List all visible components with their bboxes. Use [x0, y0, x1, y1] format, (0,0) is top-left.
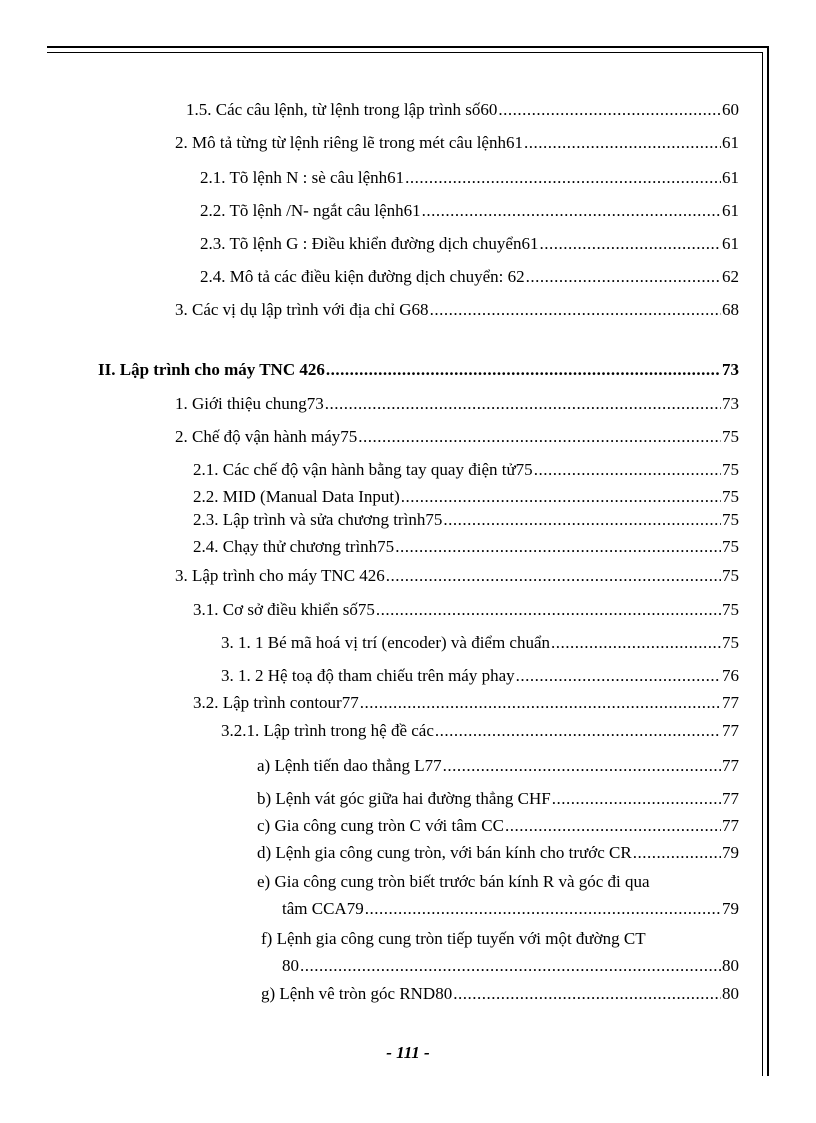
toc-entry-text: tâm CCA79 — [282, 899, 364, 918]
toc-entry-text: 3. 1. 1 Bé mã hoá vị trí (encoder) và điểm chuẩn — [221, 633, 551, 652]
toc-entry-text: 2. Mô tả từng từ lệnh riêng lẽ trong mét câu lệnh61 — [175, 133, 523, 152]
toc-entry-page: 73 — [722, 394, 739, 413]
toc-entry-page: 77 — [722, 756, 739, 775]
dot-leader — [453, 983, 721, 1005]
toc-entry[interactable] — [193, 599, 739, 621]
toc-entry[interactable] — [282, 955, 739, 977]
toc-entry-first-line: f) Lệnh gia công cung tròn tiếp tuyến với một đường CT — [261, 929, 646, 948]
toc-entry-text: 2.1. Các chế độ vận hành bằng tay quay điện tử75 — [193, 460, 533, 479]
toc-entry-text: 3. Các vị dụ lập trình với địa chỉ G68 — [175, 300, 429, 319]
dot-leader — [395, 536, 721, 558]
dot-leader — [365, 898, 721, 920]
toc-entry[interactable] — [257, 815, 739, 837]
toc-entry[interactable] — [221, 632, 739, 654]
toc-entry-page: 61 — [722, 201, 739, 220]
dot-leader — [498, 99, 721, 121]
toc-entry[interactable] — [200, 167, 739, 189]
toc-entry-page: 77 — [722, 693, 739, 712]
dot-leader — [401, 486, 721, 508]
dot-leader — [326, 359, 721, 381]
toc-entry-text: 3. Lập trình cho máy TNC 426 — [175, 566, 385, 585]
toc-entry[interactable] — [175, 426, 739, 448]
dot-leader — [430, 299, 721, 321]
toc-entry-page: 62 — [722, 267, 739, 286]
toc-entry-page: 76 — [722, 666, 739, 685]
toc-entry[interactable] — [175, 565, 739, 587]
toc-entry-page: 75 — [722, 537, 739, 556]
dot-leader — [360, 692, 721, 714]
toc-entry-text: 1.5. Các câu lệnh, từ lệnh trong lập trình số60 — [186, 100, 498, 119]
dot-leader — [443, 509, 721, 531]
toc-entry-page: 75 — [722, 600, 739, 619]
dot-leader — [516, 665, 721, 687]
toc-entry-page: 79 — [722, 843, 739, 862]
toc-entry[interactable] — [221, 720, 739, 742]
toc-entry[interactable] — [193, 459, 739, 481]
toc-entry-page: 77 — [722, 721, 739, 740]
toc-entry[interactable] — [193, 692, 739, 714]
toc-entry[interactable] — [193, 486, 739, 508]
dot-leader — [435, 720, 721, 742]
dot-leader — [539, 233, 721, 255]
dot-leader — [422, 200, 721, 222]
toc-entry-text: 2. Chế độ vận hành máy75 — [175, 427, 358, 446]
page-number: - 111 - — [386, 1043, 430, 1062]
toc-entry[interactable] — [200, 233, 739, 255]
toc-entry-text: 2.2. MID (Manual Data Input) — [193, 487, 400, 506]
dot-leader — [526, 266, 721, 288]
toc-entry[interactable] — [175, 299, 739, 321]
toc-entry-text: 2.4. Chạy thử chương trình75 — [193, 537, 395, 556]
toc-entry-text: d) Lệnh gia công cung tròn, với bán kính cho trước CR — [257, 843, 632, 862]
toc-entry-page: 60 — [722, 100, 739, 119]
toc-entry[interactable] — [221, 665, 739, 687]
toc-entry[interactable] — [200, 266, 739, 288]
dot-leader — [386, 565, 721, 587]
toc-entry-text: 3.2.1. Lập trình trong hệ đề các — [221, 721, 434, 740]
toc-entry-page: 68 — [722, 300, 739, 319]
dot-leader — [325, 393, 721, 415]
toc-entry-first-line: e) Gia công cung tròn biết trước bán kính R và góc đi qua — [257, 872, 650, 891]
dot-leader — [405, 167, 721, 189]
dot-leader — [524, 132, 721, 154]
toc-entry[interactable] — [282, 898, 739, 920]
toc-entry[interactable] — [257, 755, 739, 777]
toc-section-heading[interactable] — [98, 359, 739, 381]
toc-entry-text: 3.2. Lập trình contour77 — [193, 693, 359, 712]
dot-leader — [505, 815, 721, 837]
toc-entry-text: a) Lệnh tiến dao thẳng L77 — [257, 756, 442, 775]
toc-entry-text: 80 — [282, 956, 299, 975]
toc-entry-page: 77 — [722, 816, 739, 835]
dot-leader — [443, 755, 721, 777]
toc-entry[interactable] — [261, 983, 739, 1005]
toc-entry-page: 80 — [722, 984, 739, 1003]
toc-entry-page: 79 — [722, 899, 739, 918]
toc-entry-page: 75 — [722, 510, 739, 529]
dot-leader — [300, 955, 721, 977]
toc-entry-text: 2.2. Tõ lệnh /N- ngắt câu lệnh61 — [200, 201, 421, 220]
toc-entry[interactable] — [175, 393, 739, 415]
toc-entry[interactable] — [175, 132, 739, 154]
dot-leader — [551, 632, 721, 654]
dot-leader — [376, 599, 721, 621]
toc-entry-text: 1. Giới thiệu chung73 — [175, 394, 324, 413]
toc-entry-page: 61 — [722, 168, 739, 187]
toc-entry[interactable] — [186, 99, 739, 121]
toc-entry-text: b) Lệnh vát góc giữa hai đường thẳng CHF — [257, 789, 551, 808]
toc-entry[interactable] — [193, 509, 739, 531]
toc-entry-text: 3.1. Cơ sở điều khiển số75 — [193, 600, 375, 619]
toc-entry-text: 2.1. Tõ lệnh N : sè câu lệnh61 — [200, 168, 405, 187]
toc-entry-page: 61 — [722, 234, 739, 253]
toc-entry-text: 2.3. Lập trình và sửa chương trình75 — [193, 510, 443, 529]
dot-leader — [552, 788, 721, 810]
dot-leader — [633, 842, 721, 864]
toc-entry-text: 2.4. Mô tả các điều kiện đường dịch chuyển: 62 — [200, 267, 525, 286]
toc-entry-page: 75 — [722, 427, 739, 446]
dot-leader — [534, 459, 721, 481]
toc-entry-text: c) Gia công cung tròn C với tâm CC — [257, 816, 504, 835]
toc-entry-text: 2.3. Tõ lệnh G : Điều khiển đường dịch chuyển61 — [200, 234, 539, 253]
toc-entry-page: 61 — [722, 133, 739, 152]
toc-entry[interactable] — [257, 842, 739, 864]
dot-leader — [358, 426, 721, 448]
toc-entry-text: g) Lệnh vê tròn góc RND80 — [261, 984, 453, 1003]
toc-entry-page: 75 — [722, 460, 739, 479]
toc-entry-page: 80 — [722, 956, 739, 975]
toc-entry-page: 77 — [722, 789, 739, 808]
toc-entry[interactable] — [200, 200, 739, 222]
toc-entry-text: II. Lập trình cho máy TNC 426 — [98, 360, 325, 379]
toc-entry-page: 75 — [722, 633, 739, 652]
toc-entry-text: 3. 1. 2 Hệ toạ độ tham chiếu trên máy phay — [221, 666, 515, 685]
toc-entry-page: 73 — [722, 360, 739, 379]
toc-entry[interactable] — [257, 788, 739, 810]
toc-entry-page: 75 — [722, 487, 739, 506]
toc-entry-page: 75 — [722, 566, 739, 585]
toc-entry[interactable] — [193, 536, 739, 558]
